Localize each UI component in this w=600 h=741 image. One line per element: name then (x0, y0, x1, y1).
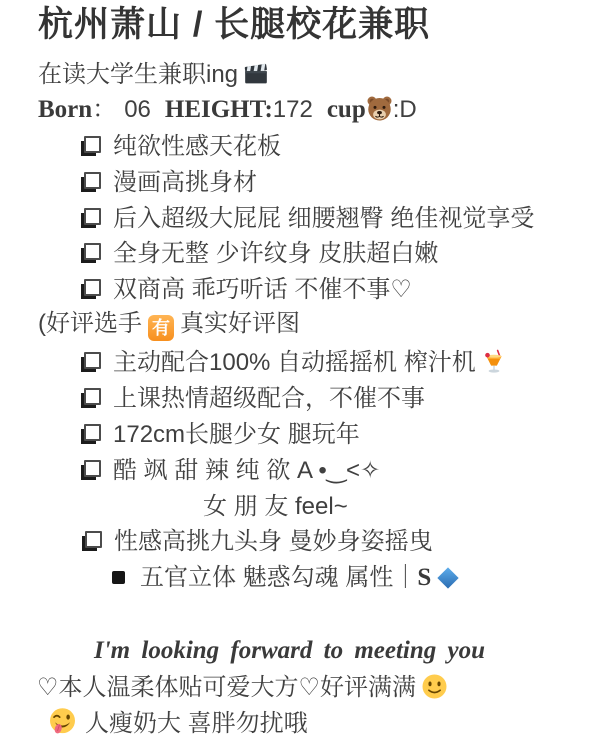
checklist-item-text: 性感高挑九头身 曼妙身姿摇曳 (114, 528, 433, 555)
checkbox-bullet-icon (84, 388, 101, 405)
checklist-item-text: 主动配合100% 自动摇摇机 榨汁机 (113, 349, 476, 376)
checkbox-bullet-icon (84, 279, 101, 296)
bear-face-icon (366, 95, 393, 131)
checklist-item-text: 纯欲性感天花板 (113, 133, 281, 160)
checklist-item-text: 上课热情超级配合，不催不事 (113, 385, 425, 412)
cup-label: cup (326, 96, 366, 123)
checklist-item (84, 131, 281, 163)
checklist-item (84, 274, 412, 306)
checklist-item (84, 455, 380, 487)
checkbox-bullet-icon (84, 243, 101, 260)
have-badge-icon: 有 (148, 315, 174, 341)
warm-text: ♡本人温柔体贴可爱大方♡好评满满 (37, 674, 417, 701)
slightly-smiling-face-icon (421, 673, 448, 709)
clapper-board-icon (243, 61, 269, 96)
tropical-drink-icon (481, 349, 507, 384)
review-note-line (38, 308, 300, 341)
attribute-line (112, 562, 460, 599)
note-text: 人瘦奶大 喜胖勿扰哦 (85, 710, 308, 737)
born-colon: ： (92, 96, 117, 123)
checkbox-bullet-icon (84, 352, 101, 369)
checklist-item-text: 酷 飒 甜 辣 纯 欲 A •‿˂✧ (113, 457, 381, 484)
checkbox-bullet-icon (84, 136, 101, 153)
height-label: HEIGHT (164, 96, 265, 123)
checklist-item-text: 漫画高挑身材 (113, 169, 257, 196)
born-label: Born (38, 96, 93, 123)
checkbox-bullet-icon (84, 172, 101, 189)
girlfriend-feel-line: 女 朋 友 feel~ (203, 493, 348, 520)
review-suffix: 真实好评图 (180, 310, 300, 337)
page-title: 杭州萧山 / 长腿校花兼职 (38, 5, 431, 44)
intro-text: 在读大学生兼职ing (38, 61, 239, 88)
checkbox-bullet-icon (84, 424, 101, 441)
checklist-item-text: 后入超级大屁屁 细腰翘臀 绝佳视觉享受 (113, 205, 535, 232)
checklist-item (84, 347, 507, 384)
checklist-item (84, 383, 425, 415)
closing-note-line (48, 707, 308, 741)
checklist-item (84, 419, 360, 451)
stats-suffix: :D (392, 96, 417, 123)
height-value: 172 (272, 96, 313, 123)
checklist-item (84, 167, 257, 199)
attribute-text: 五官立体 魅惑勾魂 属性｜ (140, 564, 418, 591)
checkbox-bullet-icon (85, 531, 102, 548)
checkbox-bullet-icon (84, 208, 101, 225)
review-prefix: (好评选手 (38, 310, 142, 337)
born-value: 06 (124, 96, 151, 123)
height-colon: : (264, 96, 273, 123)
closing-english-line: I'm looking forward to meeting you (94, 637, 486, 664)
checkbox-bullet-icon (84, 460, 101, 477)
closing-warm-line (37, 672, 448, 709)
black-square-bullet-icon (112, 571, 125, 584)
attribute-s: S (417, 564, 432, 591)
checklist-item-text: 全身无整 少许纹身 皮肤超白嫩 (113, 240, 439, 267)
stats-line (38, 94, 417, 131)
checklist-item (84, 203, 534, 235)
checklist-item (84, 238, 438, 270)
checklist-item-text: 双商高 乖巧听话 不催不事♡ (113, 276, 412, 303)
intro-line (38, 59, 269, 96)
checklist-item-text: 172cm长腿少女 腿玩年 (113, 421, 360, 448)
winking-tongue-face-icon (48, 707, 77, 741)
checklist-item (85, 526, 433, 558)
blue-diamond-icon (436, 566, 460, 599)
